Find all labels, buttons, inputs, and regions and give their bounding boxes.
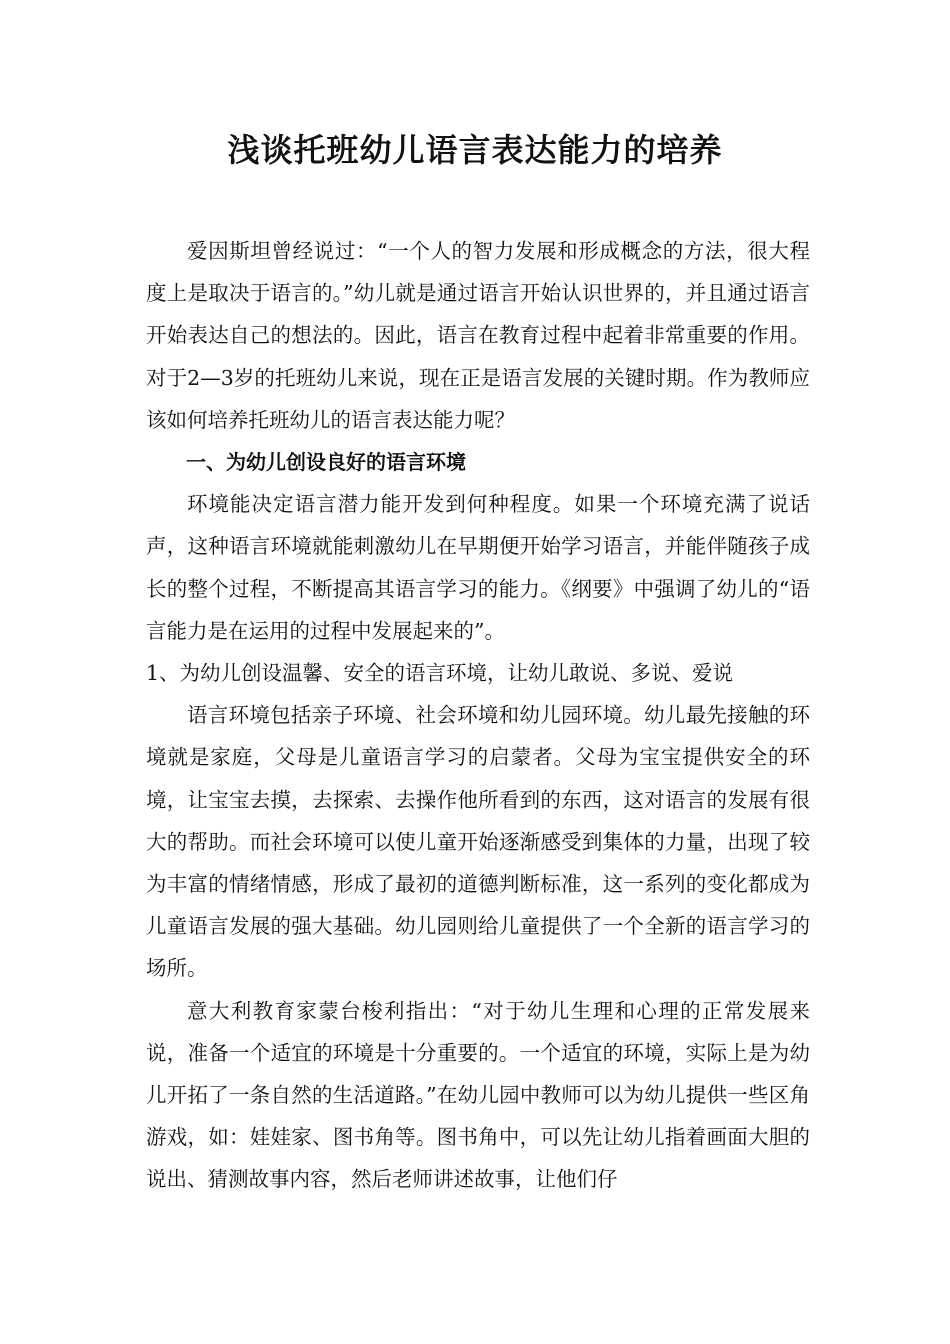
- document-title: 浅谈托班幼儿语言表达能力的培养: [227, 131, 723, 169]
- paragraph-intro: 爱因斯坦曾经说过：“一个人的智力发展和形成概念的方法，很大程度上是取决于语言的。”幼儿就是通过语言开始认识世界的，并且通过语言开始表达自己的想法的。因此，语言在教育过程中起着非常重要的作用。对于2—3岁的托班幼儿来说，现在正是语言发展的关键时期。作为教师应该如何培养托班幼儿的语言表达能力呢？: [146, 239, 810, 432]
- document-body: [146, 230, 810, 1201]
- subsection-heading-1: 1、为幼儿创设温馨、安全的语言环境，让幼儿敢说、多说、爱说: [146, 661, 734, 686]
- paragraph-language-environment: 语言环境包括亲子环境、社会环境和幼儿园环境。幼儿最先接触的环境就是家庭，父母是儿童语言学习的启蒙者。父母为宝宝提供安全的环境，让宝宝去摸，去探索、去操作他所看到的东西，这对语言的发展有很大的帮助。而社会环境可以使儿童开始逐渐感受到集体的力量，出现了较为丰富的情绪情感，形成了最初的道德判断标准，这一系列的变化都成为儿童语言发展的强大基础。幼儿园则给儿童提供了一个全新的语言学习的场所。: [146, 703, 810, 981]
- section-heading-1: 一、为幼儿创设良好的语言环境: [186, 450, 466, 475]
- paragraph-montessori: 意大利教育家蒙台梭利指出：“对于幼儿生理和心理的正常发展来说，准备一个适宜的环境是十分重要的。一个适宜的环境，实际上是为幼儿开拓了一条自然的生活道路。”在幼儿园中教师可以为幼儿提供一些区角游戏，如：娃娃家、图书角等。图书角中，可以先让幼儿指着画面大胆的说出、猜测故事内容，然后老师讲述故事，让他们仔: [146, 998, 810, 1192]
- paragraph-environment: 环境能决定语言潜力能开发到何种程度。如果一个环境充满了说话声，这种语言环境就能刺激幼儿在早期便开始学习语言，并能伴随孩子成长的整个过程，不断提高其语言学习的能力。《纲要》中强调了幼儿的“语言能力是在运用的过程中发展起来的”。: [146, 492, 810, 643]
